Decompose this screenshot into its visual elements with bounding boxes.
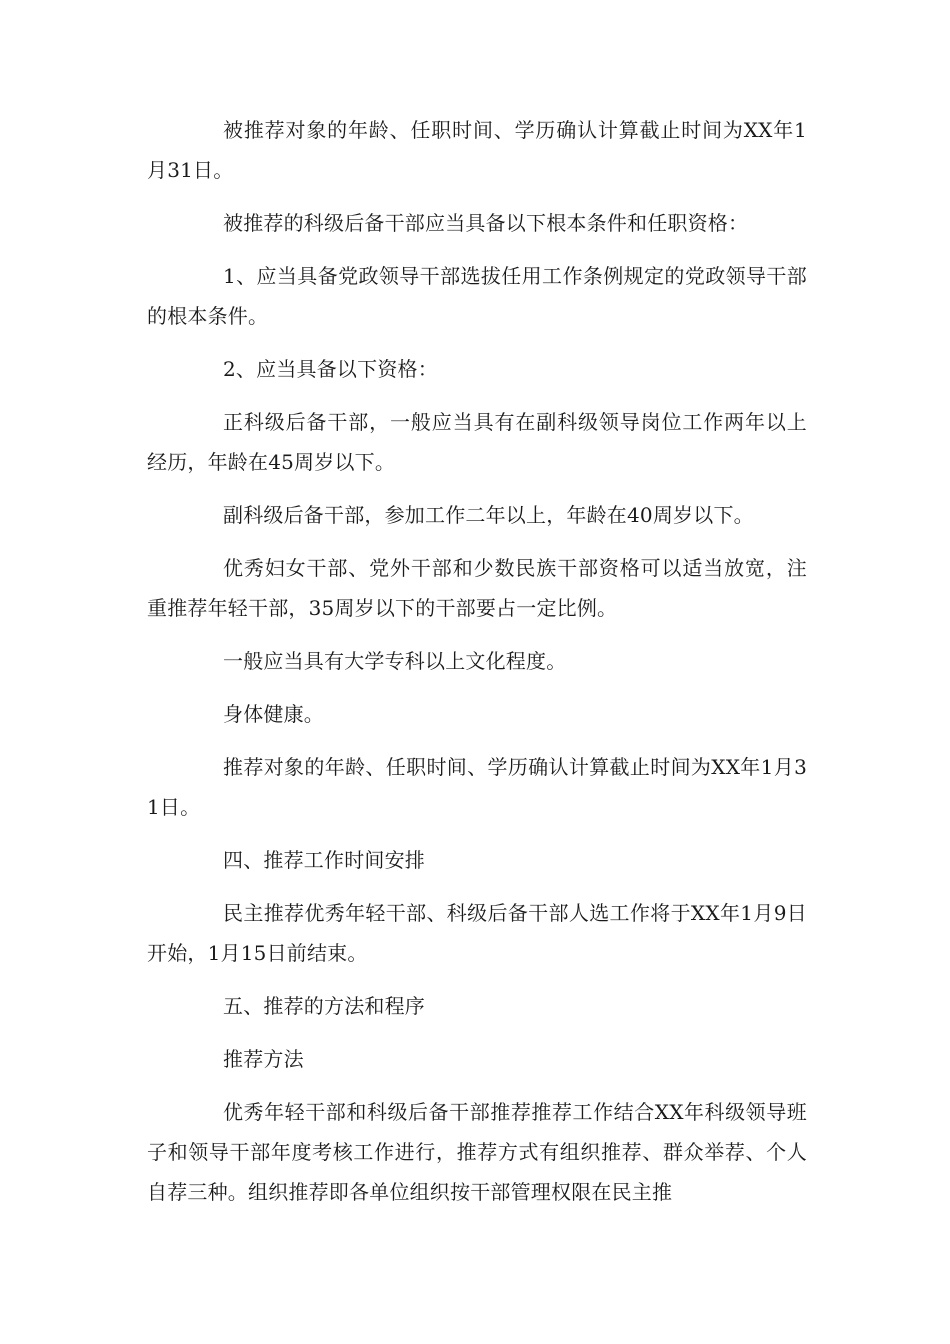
section-heading: 四、推荐工作时间安排 [223, 848, 425, 872]
paragraph: 正科级后备干部，一般应当具有在副科级领导岗位工作两年以上经历，年龄在45周岁以下。 [147, 410, 807, 474]
paragraph: 优秀年轻干部和科级后备干部推荐推荐工作结合XX年科级领导班子和领导干部年度考核工作进行，推荐方式有组织推荐、群众举荐、个人自荐三种。组织推荐即各单位组织按干部管理权限在民主推 [147, 1100, 807, 1204]
paragraph: 民主推荐优秀年轻干部、科级后备干部人选工作将于XX年1月9日开始，1月15日前结束。 [147, 901, 807, 965]
paragraph: 被推荐的科级后备干部应当具备以下根本条件和任职资格： [223, 211, 749, 235]
paragraph: 一般应当具有大学专科以上文化程度。 [223, 649, 567, 673]
section-heading: 五、推荐的方法和程序 [223, 994, 425, 1018]
paragraph: 2、应当具备以下资格： [223, 357, 438, 381]
document-body [147, 110, 807, 1225]
paragraph: 被推荐对象的年龄、任职时间、学历确认计算截止时间为XX年1月31日。 [147, 118, 807, 182]
paragraph: 1、应当具备党政领导干部选拔任用工作条例规定的党政领导干部的根本条件。 [147, 264, 807, 328]
paragraph: 身体健康。 [223, 702, 324, 726]
paragraph: 副科级后备干部，参加工作二年以上，年龄在40周岁以下。 [223, 503, 754, 527]
paragraph: 优秀妇女干部、党外干部和少数民族干部资格可以适当放宽，注重推荐年轻干部，35周岁以下的干部要占一定比例。 [147, 556, 807, 620]
paragraph: 推荐对象的年龄、任职时间、学历确认计算截止时间为XX年1月31日。 [147, 755, 807, 819]
subsection-heading: 推荐方法 [223, 1047, 304, 1071]
